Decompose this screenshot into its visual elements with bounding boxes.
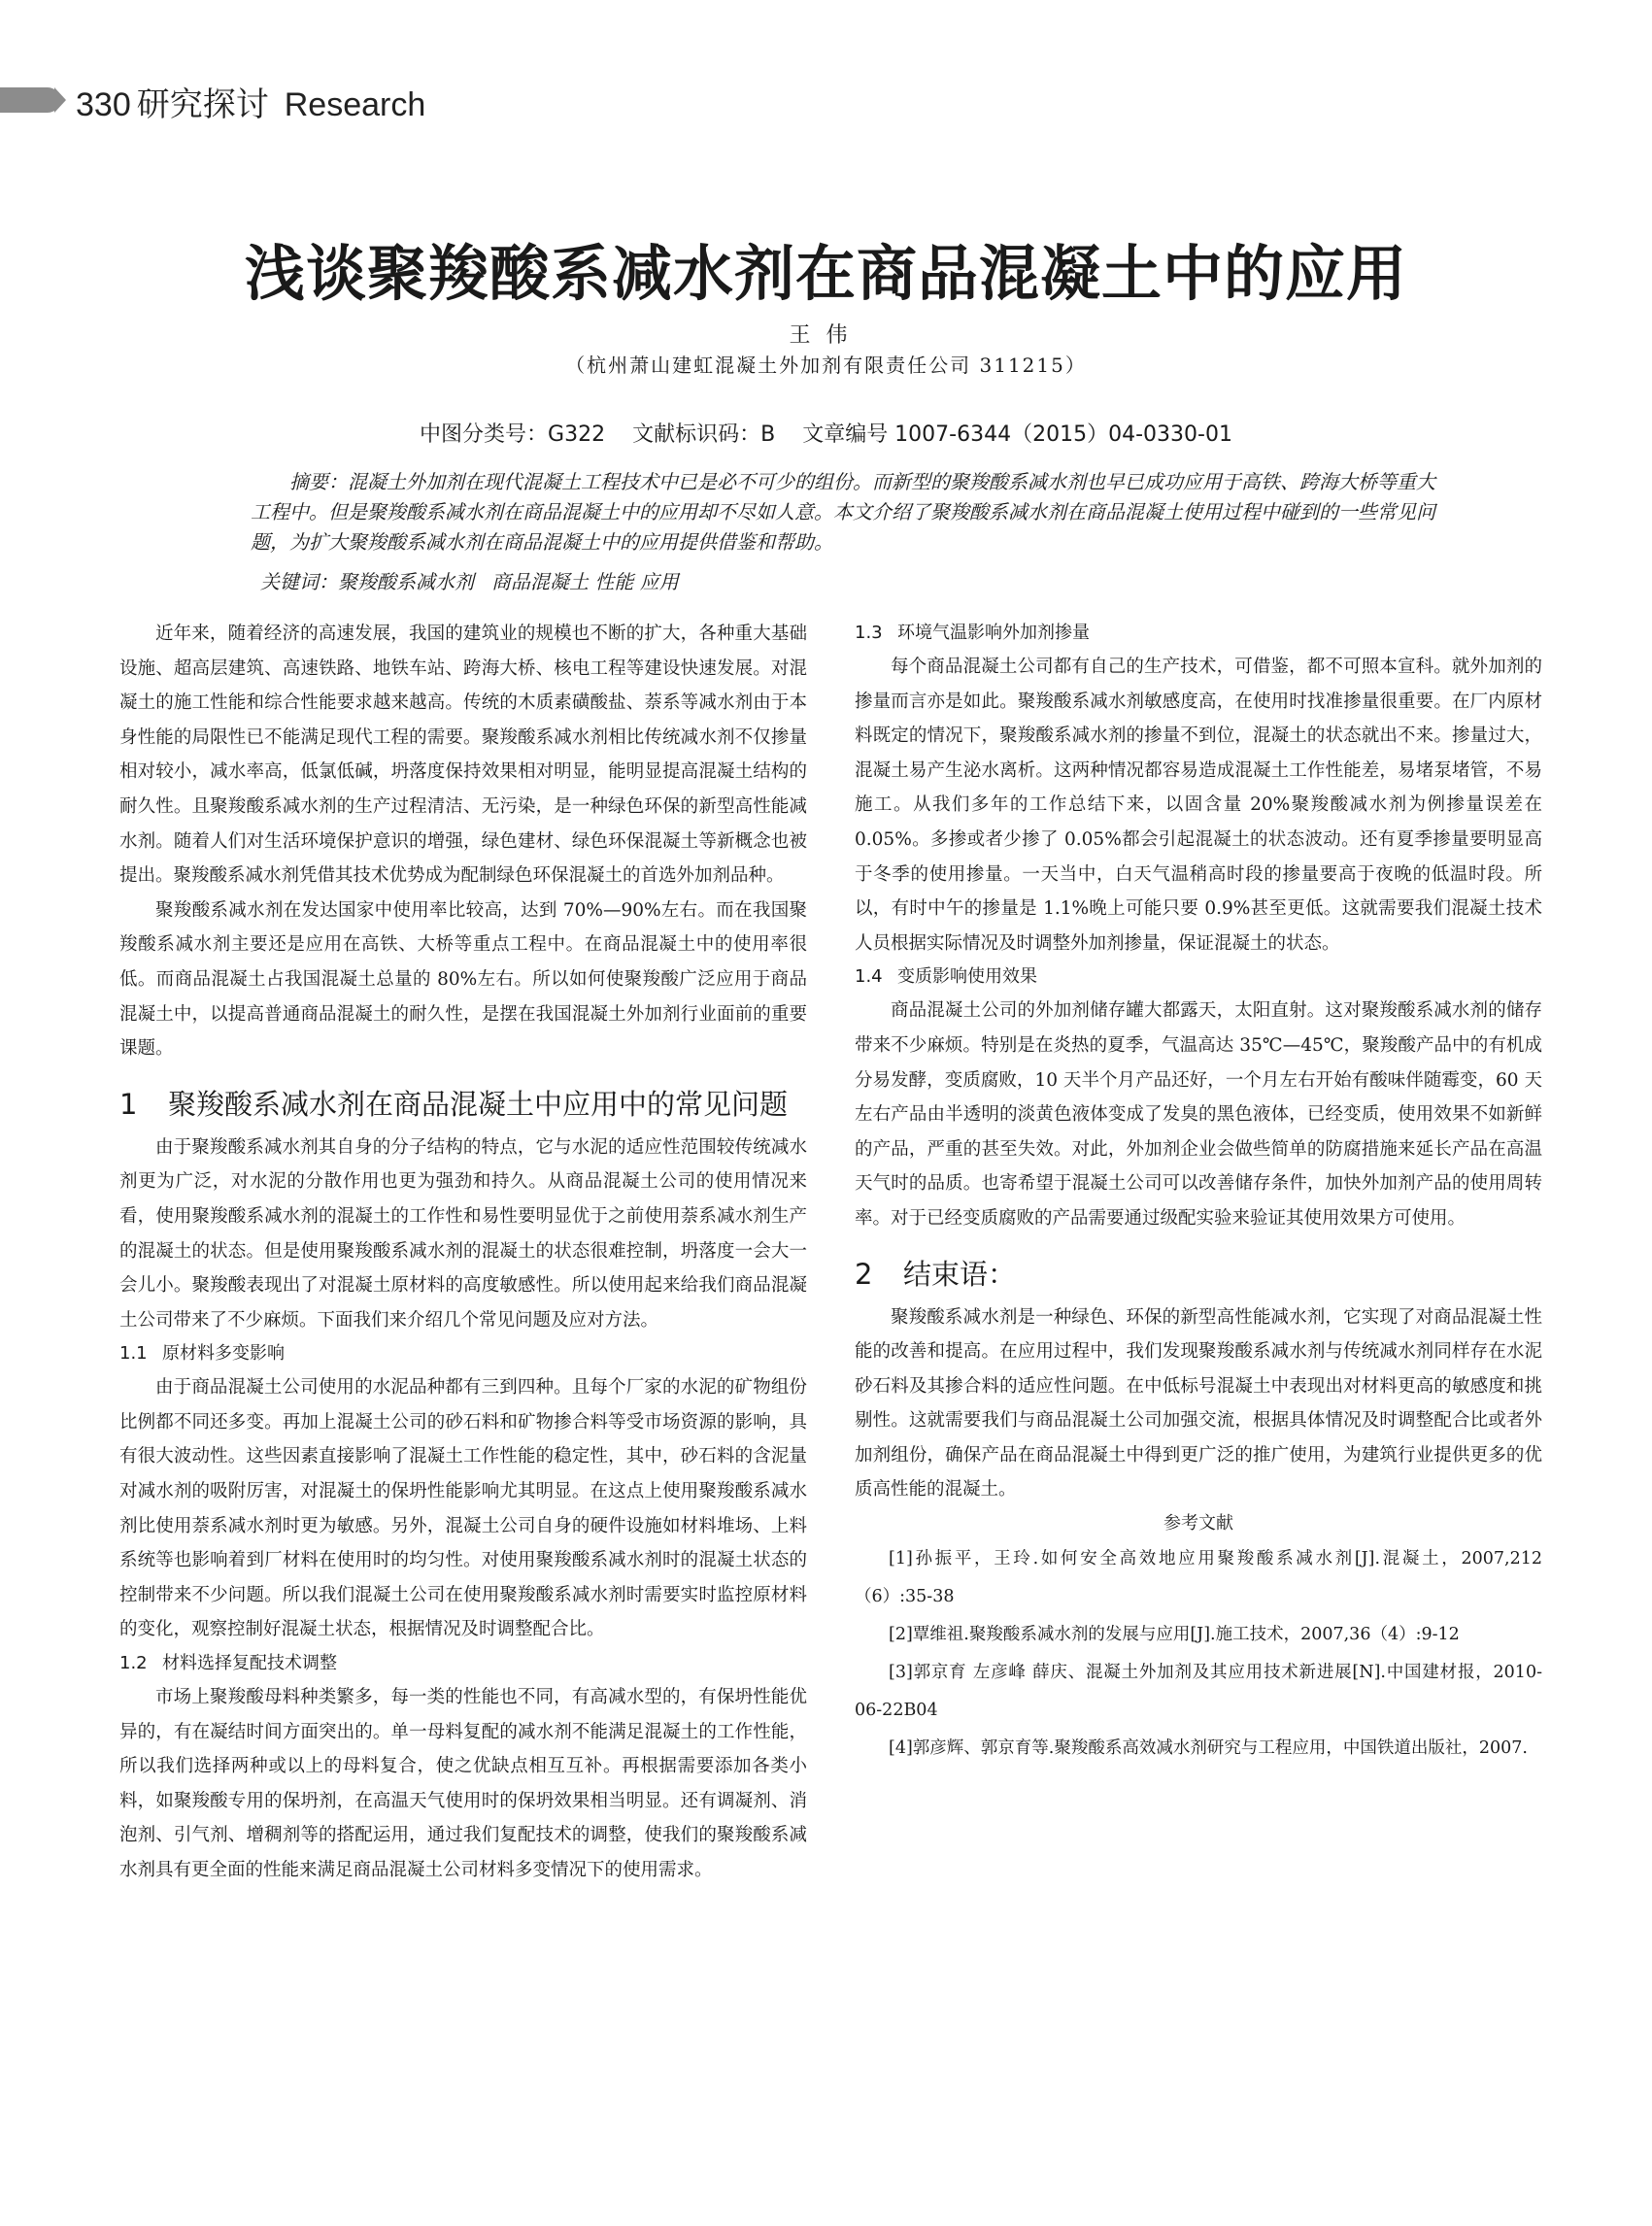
section-1-1-number: 1.1 <box>119 1343 148 1365</box>
section-1-paragraph: 由于聚羧酸系减水剂其自身的分子结构的特点，它与水泥的适应性范围较传统减水剂更为广泛，对水泥的分散作用也更为强劲和持久。从商品混凝土公司的使用情况来看，使用聚羧酸系减水剂的混凝土的工作性和易性要明显优于之前使用萘系减水剂生产的混凝土的状态。但是使用聚羧酸系减水剂的混凝土的状态很难控制，坍落度一会大一会儿小。聚羧酸表现出了对混凝土原材料的高度敏感性。所以使用起来给我们商品混凝土公司带来了不少麻烦。下面我们来介绍几个常见问题及应对方法。 <box>119 1136 807 1331</box>
keywords-list: 商品混凝土 性能 应用 <box>491 570 679 593</box>
article-number: 文章编号 1007-6344（2015）04-0330-01 <box>802 422 1232 447</box>
header-bar-decoration <box>0 87 60 113</box>
section-1-1-paragraph: 由于商品混凝土公司使用的水泥品种都有三到四种。且每个厂家的水泥的矿物组份比例都不同还多变。再加上混凝土公司的砂石料和矿物掺合料等受市场资源的影响，具有很大波动性。这些因素直接影响了混凝土工作性能的稳定性，其中，砂石料的含泥量对减水剂的吸附厉害，对混凝土的保坍性能影响尤其明显。在这点上使用聚羧酸系减水剂比使用萘系减水剂时更为敏感。另外，混凝土公司自身的硬件设施如材料堆场、上料系统等也影响着到厂材料在使用时的均匀性。对使用聚羧酸系减水剂时的混凝土状态的控制带来不少问题。所以我们混凝土公司在使用聚羧酸系减水剂时需要实时监控原材料的变化，观察控制好混凝土状态，根据情况及时调整配合比。 <box>119 1377 807 1640</box>
page-number: 330 <box>76 86 131 123</box>
section-1-title: 聚羧酸系减水剂在商品混凝土中应用中的常见问题 <box>168 1087 789 1121</box>
references-title: 参考文献 <box>1163 1513 1233 1535</box>
left-column <box>119 617 807 1888</box>
section-1-2-heading <box>119 1647 807 1680</box>
section-1-2-number: 1.2 <box>119 1653 148 1674</box>
section-name-cn: 研究探讨 <box>136 85 269 124</box>
classification-line <box>0 418 1652 448</box>
author-name: 王伟 <box>789 323 863 348</box>
section-1-4-title: 变质影响使用效果 <box>897 966 1037 988</box>
page-header <box>76 78 425 125</box>
reference-item: [3]郭京育 左彦峰 薛庆、混凝土外加剂及其应用技术新进展[N].中国建材报，2010-06-22B04 <box>855 1663 1542 1721</box>
reference-item: [2]覃维祖.聚羧酸系减水剂的发展与应用[J].施工技术，2007,36（4）:9-12 <box>889 1625 1460 1645</box>
document-code: 文献标识码：B <box>632 422 776 447</box>
section-1-3-title: 环境气温影响外加剂掺量 <box>897 623 1090 643</box>
keywords-label: 关键词：聚羧酸系减水剂 <box>260 570 474 593</box>
section-1-3-heading <box>855 617 1542 650</box>
section-1-1-heading <box>119 1337 807 1370</box>
section-1-4-paragraph: 商品混凝土公司的外加剂储存罐大都露天，太阳直射。这对聚羧酸系减水剂的储存带来不少麻烦。特别是在炎热的夏季，气温高达 35℃—45℃，聚羧酸产品中的有机成分易发酵，变质腐败，10 天半个月产品还好，一个月左右开始有酸味伴随霉变，60 天左右产品由半透明的淡黄色液体变成了发臭的黑色液体，已经变质，使用效果不如新鲜的产品，严重的甚至失效。对此，外加剂企业会做些简单的防腐措施来延长产品在高温天气时的品质。也寄希望于混凝土公司可以改善储存条件，加快外加剂产品的使用周转率。对于已经变质腐败的产品需要通过级配实验来验证其使用效果方可使用。 <box>855 1000 1542 1229</box>
abstract: 摘要：混凝土外加剂在现代混凝土工程技术中已是必不可少的组份。而新型的聚羧酸系减水剂也早已成功应用于高铁、跨海大桥等重大工程中。但是聚羧酸系减水剂在商品混凝土中的应用却不尽如人意。本文介绍了聚羧酸系减水剂在商品混凝土使用过程中碰到的一些常见问题，为扩大聚羧酸系减水剂在商品混凝土中的应用提供借鉴和帮助。 <box>251 470 1435 554</box>
section-name-en: Research <box>284 86 426 123</box>
section-2-paragraph: 聚羧酸系减水剂是一种绿色、环保的新型高性能减水剂，它实现了对商品混凝土性能的改善和提高。在应用过程中，我们发现聚羧酸系减水剂与传统减水剂同样存在水泥砂石料及其掺合料的适应性问题。在中低标号混凝土中表现出对材料更高的敏感度和挑剔性。这就需要我们与商品混凝土公司加强交流，根据具体情况及时调整配合比或者外加剂组份，确保产品在商品混凝土中得到更广泛的推广使用，为建筑行业提供更多的优质高性能的混凝土。 <box>855 1306 1542 1501</box>
author-affiliation: （杭州萧山建虹混凝土外加剂有限责任公司 311215） <box>565 354 1087 377</box>
right-column <box>855 617 1542 1768</box>
intro-paragraph-2: 聚羧酸系减水剂在发达国家中使用率比较高，达到 70%—90%左右。而在我国聚羧酸系减水剂主要还是应用在高铁、大桥等重点工程中。在商品混凝土中的使用率很低。而商品混凝土占我国混凝土总量的 80%左右。所以如何使聚羧酸广泛应用于商品混凝土中，以提高普通商品混凝土的耐久性，是摆在我国混凝土外加剂行业面前的重要课题。 <box>119 899 807 1060</box>
section-1-4-number: 1.4 <box>855 966 883 988</box>
section-1-4-heading <box>855 961 1542 994</box>
section-1-number: 1 <box>119 1087 138 1121</box>
reference-item: [4]郭彦辉、郭京育等.聚羧酸系高效减水剂研究与工程应用，中国铁道出版社，2007. <box>889 1738 1528 1759</box>
section-2-heading <box>855 1248 1542 1300</box>
keywords <box>260 567 1426 596</box>
paper-title: 浅谈聚羧酸系减水剂在商品混凝土中的应用 <box>244 238 1407 309</box>
section-1-1-title: 原材料多变影响 <box>162 1343 285 1365</box>
section-2-number: 2 <box>855 1257 873 1291</box>
section-1-heading <box>119 1078 807 1130</box>
clc-number: 中图分类号：G322 <box>420 422 606 447</box>
section-1-3-number: 1.3 <box>855 623 883 643</box>
intro-paragraph-1: 近年来，随着经济的高速发展，我国的建筑业的规模也不断的扩大，各种重大基础设施、超高层建筑、高速铁路、地铁车站、跨海大桥、核电工程等建设快速发展。对混凝土的施工性能和综合性能要求越来越高。传统的木质素磺酸盐、萘系等减水剂由于本身性能的局限性已不能满足现代工程的需要。聚羧酸系减水剂相比传统减水剂不仅掺量相对较小，减水率高，低氯低碱，坍落度保持效果相对明显，能明显提高混凝土结构的耐久性。且聚羧酸系减水剂的生产过程清洁、无污染，是一种绿色环保的新型高性能减水剂。随着人们对生活环境保护意识的增强，绿色建材、绿色环保混凝土等新概念也被提出。聚羧酸系减水剂凭借其技术优势成为配制绿色环保混凝土的首选外加剂品种。 <box>119 624 807 887</box>
header-arrow-decoration <box>54 87 66 113</box>
section-2-title: 结束语： <box>903 1257 1017 1291</box>
section-1-3-paragraph: 每个商品混凝土公司都有自己的生产技术，可借鉴，都不可照本宣科。就外加剂的掺量而言亦是如此。聚羧酸系减水剂敏感度高，在使用时找准掺量很重要。在厂内原材料既定的情况下，聚羧酸系减水剂的掺量不到位，混凝土的状态就出不来。掺量过大，混凝土易产生泌水离析。这两种情况都容易造成混凝土工作性能差，易堵泵堵管，不易施工。从我们多年的工作总结下来，以固含量 20%聚羧酸减水剂为例掺量误差在 0.05%。多掺或者少掺了 0.05%都会引起混凝土的状态波动。还有夏季掺量要明显高于冬季的使用掺量。一天当中，白天气温稍高时段的掺量要高于夜晚的低温时段。所以，有时中午的掺量是 1.1%晚上可能只要 0.9%甚至更低。这就需要我们混凝土技术人员根据实际情况及时调整外加剂掺量，保证混凝土的状态。 <box>855 657 1542 954</box>
section-1-2-paragraph: 市场上聚羧酸母料种类繁多，每一类的性能也不同，有高减水型的，有保坍性能优异的，有在凝结时间方面突出的。单一母料复配的减水剂不能满足混凝土的工作性能，所以我们选择两种或以上的母料复合，使之优缺点相互互补。再根据需要添加各类小料，如聚羧酸专用的保坍剂，在高温天气使用时的保坍效果相当明显。还有调凝剂、消泡剂、引气剂、增稠剂等的搭配运用，通过我们复配技术的调整，使我们的聚羧酸系减水剂具有更全面的性能来满足商品混凝土公司材料多变情况下的使用需求。 <box>119 1687 807 1880</box>
section-1-2-title: 材料选择复配技术调整 <box>162 1653 337 1674</box>
reference-item: [1]孙振平，王玲.如何安全高效地应用聚羧酸系减水剂[J].混凝土，2007,212（6）:35-38 <box>855 1549 1542 1607</box>
